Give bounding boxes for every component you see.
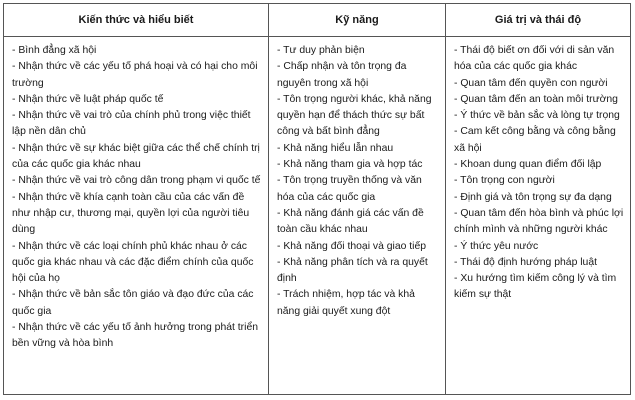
list-item: - Ý thức về bản sắc và lòng tự trọng <box>454 110 620 122</box>
list-item: - Nhận thức về các yếu tố ảnh hưởng trong phát triển bền vững và hòa bình <box>12 322 258 350</box>
list-item: - Ý thức yêu nước <box>454 240 539 252</box>
skills-list <box>269 37 445 324</box>
list-item: - Nhận thức về bản sắc tôn giáo và đạo đức của các quốc gia <box>12 289 254 317</box>
list-item: - Quan tâm đến an toàn môi trường <box>454 93 618 105</box>
list-item: - Nhận thức về luật pháp quốc tế <box>12 93 164 105</box>
list-item: - Trách nhiệm, hợp tác và khả năng giải quyết xung đột <box>277 289 415 317</box>
header-values: Giá trị và thái độ <box>446 4 631 37</box>
list-item: - Bình đẳng xã hội <box>12 45 97 56</box>
list-item: - Thái độ định hướng pháp luật <box>454 256 597 268</box>
list-item: - Tôn trọng truyền thống và văn hóa của các quốc gia <box>277 175 422 203</box>
list-item: - Định giá và tôn trọng sự đa dạng <box>454 191 612 203</box>
list-item: - Thái độ biết ơn đối với di sản văn hóa của các quốc gia khác <box>454 45 615 73</box>
list-item: - Khả năng đánh giá các vấn đề toàn cầu khác nhau <box>277 207 424 236</box>
list-item: - Tôn trọng người khác, khả năng quyền hạn để thách thức sự bất công và bất bình đẳng <box>277 93 432 138</box>
content-row <box>4 37 631 395</box>
list-item: - Chấp nhận và tôn trọng đa nguyên trong xã hội <box>277 61 407 89</box>
header-row <box>4 4 631 37</box>
list-item: - Khả năng phân tích và ra quyết định <box>277 256 428 285</box>
list-item: - Nhận thức về vai trò công dân trong phạm vi quốc tế <box>12 175 261 187</box>
list-item: - Quan tâm đến quyền con người <box>454 77 608 89</box>
knowledge-list <box>4 37 268 357</box>
list-item: - Nhận thức về khía cạnh toàn cầu của các vấn đề như nhập cư, thương mại, quyền lợi của người tiêu dùng <box>12 191 250 236</box>
list-item: - Khả năng hiểu lẫn nhau <box>277 142 394 154</box>
list-item: - Cam kết công bằng và công bằng xã hội <box>454 126 616 154</box>
list-item: - Nhận thức về các yếu tố phá hoại và có hại cho môi trường <box>12 61 258 89</box>
list-item: - Xu hướng tìm kiếm công lý và tìm kiếm sự thật <box>454 273 617 301</box>
list-item: - Khả năng tham gia và hợp tác <box>277 159 423 171</box>
list-item: - Nhận thức về các loại chính phủ khác nhau ở các quốc gia khác nhau và các đặc điểm chính của quốc hội của họ <box>12 240 254 285</box>
competency-table <box>3 3 631 395</box>
list-item: - Khả năng đối thoại và giao tiếp <box>277 240 427 252</box>
header-skills: Kỹ năng <box>269 4 446 37</box>
values-cell <box>446 37 631 395</box>
header-knowledge: Kiến thức và hiểu biết <box>4 4 269 37</box>
skills-cell <box>269 37 446 395</box>
list-item: - Khoan dung quan điểm đối lập <box>454 159 602 171</box>
knowledge-cell <box>4 37 269 395</box>
values-list <box>446 37 630 308</box>
list-item: - Nhận thức về vai trò của chính phủ trong việc thiết lập nền dân chủ <box>12 110 251 138</box>
list-item: - Nhận thức về sự khác biệt giữa các thể chế chính trị của các quốc gia khác nhau <box>12 142 260 171</box>
list-item: - Tôn trọng con người <box>454 175 555 187</box>
list-item: - Quan tâm đến hòa bình và phúc lợi chính mình và những người khác <box>454 207 624 236</box>
list-item: - Tư duy phản biện <box>277 45 365 56</box>
